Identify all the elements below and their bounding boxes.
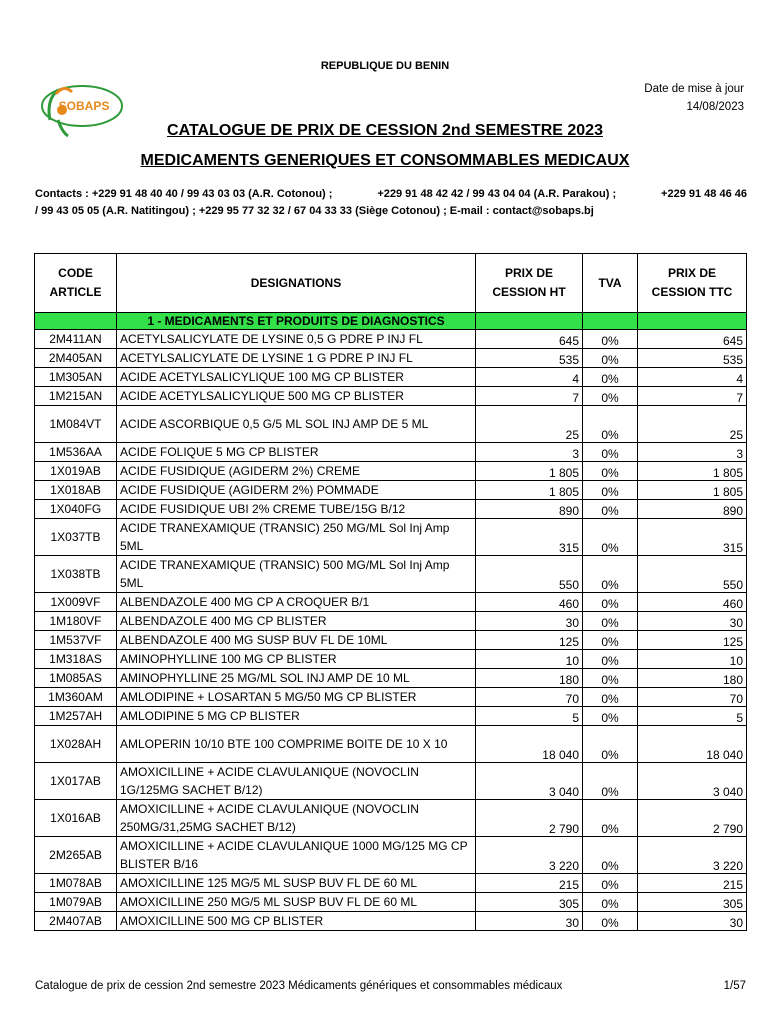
article-code: 1M360AM [35, 688, 117, 707]
table-row [35, 368, 747, 387]
prix-ttc: 460 [638, 593, 747, 612]
tva-rate: 0% [583, 650, 638, 669]
designation: ACIDE ACETYLSALICYLIQUE 100 MG CP BLISTER [117, 368, 476, 387]
table-row [35, 874, 747, 893]
table-row [35, 650, 747, 669]
article-code: 1M084VT [35, 406, 117, 443]
prix-ttc: 305 [638, 893, 747, 912]
update-label: Date de mise à jour [644, 83, 744, 95]
prix-ttc: 215 [638, 874, 747, 893]
table-row [35, 593, 747, 612]
tva-rate: 0% [583, 368, 638, 387]
tva-rate: 0% [583, 837, 638, 874]
designation: ACIDE ASCORBIQUE 0,5 G/5 ML SOL INJ AMP DE 5 ML [117, 406, 476, 443]
article-code: 1X016AB [35, 800, 117, 837]
prix-ht: 3 [476, 443, 583, 462]
article-code: 1M257AH [35, 707, 117, 726]
table-row [35, 726, 747, 763]
prix-ttc: 315 [638, 519, 747, 556]
designation: ALBENDAZOLE 400 MG CP A CROQUER B/1 [117, 593, 476, 612]
prix-ttc: 25 [638, 406, 747, 443]
tva-rate: 0% [583, 669, 638, 688]
table-row [35, 612, 747, 631]
article-code: 2M405AN [35, 349, 117, 368]
article-code: 1M078AB [35, 874, 117, 893]
article-code: 1X019AB [35, 462, 117, 481]
table-row [35, 893, 747, 912]
designation: AMLODIPINE + LOSARTAN 5 MG/50 MG CP BLISTER [117, 688, 476, 707]
article-code: 1M215AN [35, 387, 117, 406]
tva-rate: 0% [583, 874, 638, 893]
designation: AMOXICILLINE 500 MG CP BLISTER [117, 912, 476, 931]
table-row [35, 481, 747, 500]
prix-ht: 7 [476, 387, 583, 406]
contact-cotonou: Contacts : +229 91 48 40 40 / 99 43 03 03 (A.R. Cotonou) ; [35, 188, 333, 200]
designation: ALBENDAZOLE 400 MG CP BLISTER [117, 612, 476, 631]
tva-rate: 0% [583, 406, 638, 443]
designation: ACIDE FUSIDIQUE UBI 2% CREME TUBE/15G B/12 [117, 500, 476, 519]
article-code: 1X037TB [35, 519, 117, 556]
designation: AMOXICILLINE 125 MG/5 ML SUSP BUV FL DE 60 ML [117, 874, 476, 893]
prix-ttc: 4 [638, 368, 747, 387]
prix-ttc: 30 [638, 912, 747, 931]
col-prix-ht-header: PRIX DE CESSION HT [476, 254, 583, 313]
designation: ACIDE ACETYLSALICYLIQUE 500 MG CP BLISTER [117, 387, 476, 406]
prix-ttc: 30 [638, 612, 747, 631]
tva-rate: 0% [583, 387, 638, 406]
logo-text: SOBAPS [58, 99, 110, 113]
article-code: 1M318AS [35, 650, 117, 669]
table-row [35, 462, 747, 481]
table-header-row [35, 254, 747, 313]
table-row [35, 349, 747, 368]
update-date: 14/08/2023 [686, 101, 744, 113]
article-code: 1M085AS [35, 669, 117, 688]
prix-ht: 315 [476, 519, 583, 556]
update-block [644, 80, 744, 116]
table-row [35, 387, 747, 406]
designation: ACIDE FUSIDIQUE (AGIDERM 2%) CREME [117, 462, 476, 481]
prix-ttc: 2 790 [638, 800, 747, 837]
designation: AMOXICILLINE + ACIDE CLAVULANIQUE 1000 MG/125 MG CP BLISTER B/16 [117, 837, 476, 874]
table-row [35, 500, 747, 519]
prix-ht: 890 [476, 500, 583, 519]
table-row [35, 556, 747, 593]
tva-rate: 0% [583, 481, 638, 500]
tva-rate: 0% [583, 443, 638, 462]
table-row [35, 837, 747, 874]
tva-rate: 0% [583, 688, 638, 707]
tva-rate: 0% [583, 556, 638, 593]
designation: AMINOPHYLLINE 25 MG/ML SOL INJ AMP DE 10 ML [117, 669, 476, 688]
prix-ttc: 550 [638, 556, 747, 593]
prix-ht: 30 [476, 912, 583, 931]
tva-rate: 0% [583, 893, 638, 912]
prix-ht: 70 [476, 688, 583, 707]
article-code: 1X038TB [35, 556, 117, 593]
tva-rate: 0% [583, 330, 638, 349]
table-row [35, 406, 747, 443]
tva-rate: 0% [583, 593, 638, 612]
contacts-line-2: / 99 43 05 05 (A.R. Natitingou) ; +229 95 77 32 32 / 67 04 33 33 (Siège Cotonou) ; E-mail : contact@sobaps.bj [35, 205, 594, 217]
tva-rate: 0% [583, 707, 638, 726]
table-row [35, 707, 747, 726]
prix-ht: 5 [476, 707, 583, 726]
table-row [35, 669, 747, 688]
table-row [35, 330, 747, 349]
tva-rate: 0% [583, 763, 638, 800]
prix-ht: 1 805 [476, 481, 583, 500]
tva-rate: 0% [583, 912, 638, 931]
prix-ht: 460 [476, 593, 583, 612]
designation: AMOXICILLINE + ACIDE CLAVULANIQUE (NOVOCLIN 1G/125MG SACHET B/12) [117, 763, 476, 800]
designation: ACETYLSALICYLATE DE LYSINE 0,5 G PDRE P INJ FL [117, 330, 476, 349]
country-name: REPUBLIQUE DU BENIN [320, 60, 450, 72]
prix-ttc: 70 [638, 688, 747, 707]
designation: AMOXICILLINE 250 MG/5 ML SUSP BUV FL DE 60 ML [117, 893, 476, 912]
designation: ACETYLSALICYLATE DE LYSINE 1 G PDRE P INJ FL [117, 349, 476, 368]
catalogue-subtitle: MEDICAMENTS GENERIQUES ET CONSOMMABLES MEDICAUX [140, 152, 630, 169]
prix-ht: 550 [476, 556, 583, 593]
prix-ht: 4 [476, 368, 583, 387]
prix-ttc: 645 [638, 330, 747, 349]
prix-ttc: 180 [638, 669, 747, 688]
tva-rate: 0% [583, 800, 638, 837]
contact-natitingou-phone: +229 91 48 46 46 [661, 188, 747, 200]
prix-ttc: 1 805 [638, 481, 747, 500]
prix-ht: 645 [476, 330, 583, 349]
tva-rate: 0% [583, 519, 638, 556]
designation: AMOXICILLINE + ACIDE CLAVULANIQUE (NOVOCLIN 250MG/31,25MG SACHET B/12) [117, 800, 476, 837]
article-code: 2M411AN [35, 330, 117, 349]
prix-ht: 25 [476, 406, 583, 443]
article-code: 2M265AB [35, 837, 117, 874]
prix-ttc: 3 220 [638, 837, 747, 874]
tva-rate: 0% [583, 349, 638, 368]
table-row [35, 519, 747, 556]
designation: AMLOPERIN 10/10 BTE 100 COMPRIME BOITE DE 10 X 10 [117, 726, 476, 763]
prix-ht: 180 [476, 669, 583, 688]
prix-ttc: 3 [638, 443, 747, 462]
prix-ht: 305 [476, 893, 583, 912]
designation: ALBENDAZOLE 400 MG SUSP BUV FL DE 10ML [117, 631, 476, 650]
prix-ttc: 5 [638, 707, 747, 726]
table-row [35, 688, 747, 707]
contact-parakou: +229 91 48 42 42 / 99 43 04 04 (A.R. Parakou) ; [377, 188, 617, 200]
prix-ttc: 18 040 [638, 726, 747, 763]
prix-ht: 30 [476, 612, 583, 631]
col-code-header: CODE ARTICLE [35, 254, 117, 313]
article-code: 1M305AN [35, 368, 117, 387]
designation: ACIDE FOLIQUE 5 MG CP BLISTER [117, 443, 476, 462]
designation: AMINOPHYLLINE 100 MG CP BLISTER [117, 650, 476, 669]
tva-rate: 0% [583, 500, 638, 519]
prix-ht: 2 790 [476, 800, 583, 837]
article-code: 1X018AB [35, 481, 117, 500]
designation: AMLODIPINE 5 MG CP BLISTER [117, 707, 476, 726]
table-row [35, 443, 747, 462]
prix-ttc: 125 [638, 631, 747, 650]
contacts-block [35, 186, 747, 220]
prix-ht: 10 [476, 650, 583, 669]
prix-ttc: 7 [638, 387, 747, 406]
tva-rate: 0% [583, 726, 638, 763]
article-code: 1M536AA [35, 443, 117, 462]
designation: ACIDE TRANEXAMIQUE (TRANSIC) 250 MG/ML Sol Inj Amp 5ML [117, 519, 476, 556]
table-row [35, 631, 747, 650]
prix-ht: 1 805 [476, 462, 583, 481]
col-designations-header: DESIGNATIONS [117, 254, 476, 313]
section-row [35, 313, 747, 330]
page-number: 1/57 [723, 980, 746, 992]
footer-text: Catalogue de prix de cession 2nd semestre 2023 Médicaments génériques et consommables médicaux [35, 980, 563, 992]
article-code: 1M537VF [35, 631, 117, 650]
prix-ht: 125 [476, 631, 583, 650]
tva-rate: 0% [583, 612, 638, 631]
col-prix-ttc-header: PRIX DE CESSION TTC [638, 254, 747, 313]
article-code: 1X017AB [35, 763, 117, 800]
prix-ht: 215 [476, 874, 583, 893]
prix-ht: 3 220 [476, 837, 583, 874]
section-title: 1 - MEDICAMENTS ET PRODUITS DE DIAGNOSTICS [117, 313, 476, 330]
table-row [35, 800, 747, 837]
prix-ttc: 10 [638, 650, 747, 669]
price-table [34, 253, 747, 931]
prix-ttc: 890 [638, 500, 747, 519]
article-code: 1X028AH [35, 726, 117, 763]
prix-ttc: 1 805 [638, 462, 747, 481]
prix-ttc: 535 [638, 349, 747, 368]
table-row [35, 912, 747, 931]
col-tva-header: TVA [583, 254, 638, 313]
article-code: 1X009VF [35, 593, 117, 612]
catalogue-title: CATALOGUE DE PRIX DE CESSION 2nd SEMESTRE 2023 [167, 122, 603, 139]
designation: ACIDE TRANEXAMIQUE (TRANSIC) 500 MG/ML Sol Inj Amp 5ML [117, 556, 476, 593]
tva-rate: 0% [583, 631, 638, 650]
tva-rate: 0% [583, 462, 638, 481]
table-row [35, 763, 747, 800]
article-code: 1M079AB [35, 893, 117, 912]
prix-ht: 535 [476, 349, 583, 368]
prix-ttc: 3 040 [638, 763, 747, 800]
article-code: 1X040FG [35, 500, 117, 519]
article-code: 2M407AB [35, 912, 117, 931]
designation: ACIDE FUSIDIQUE (AGIDERM 2%) POMMADE [117, 481, 476, 500]
prix-ht: 3 040 [476, 763, 583, 800]
article-code: 1M180VF [35, 612, 117, 631]
prix-ht: 18 040 [476, 726, 583, 763]
